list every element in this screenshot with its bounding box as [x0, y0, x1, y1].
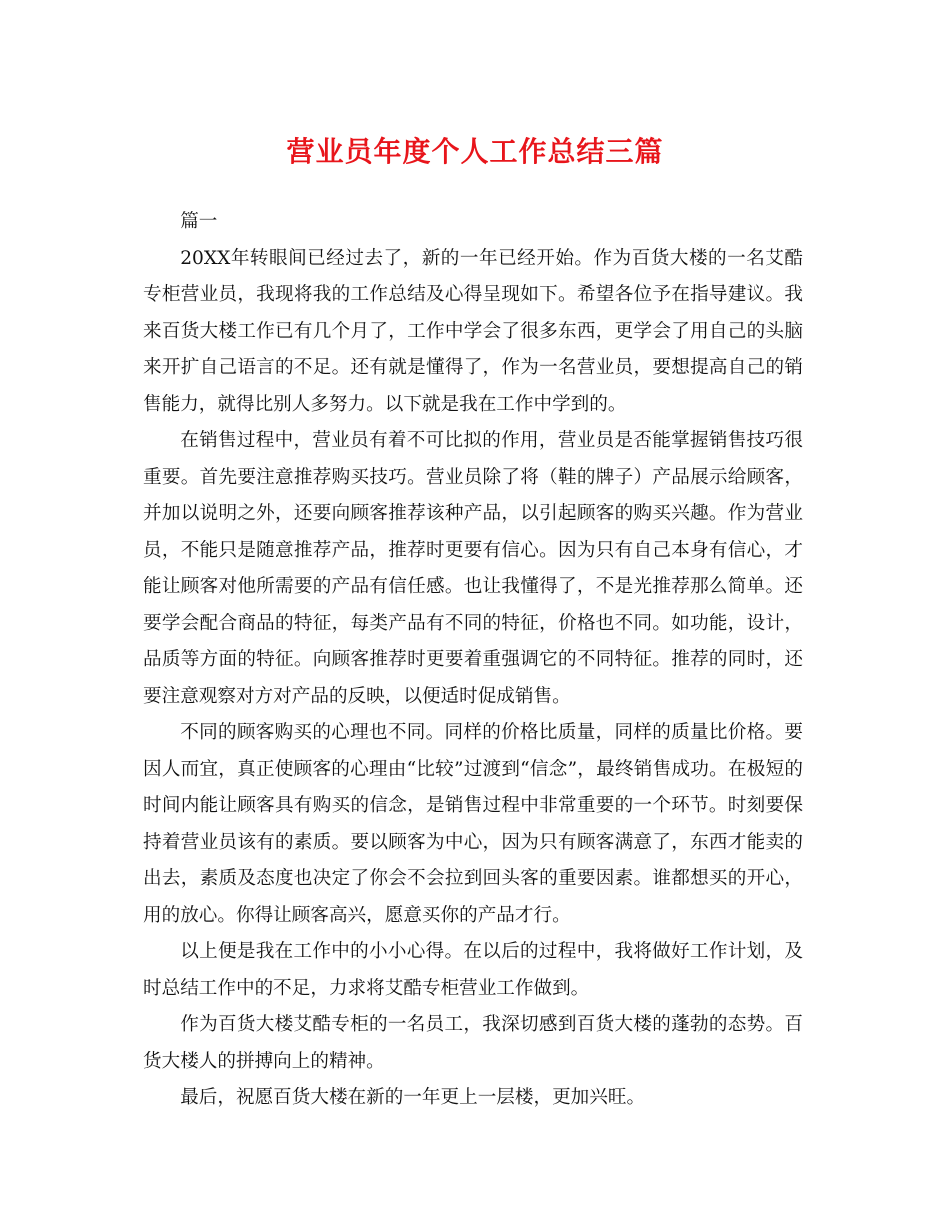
document-body [143, 204, 803, 1117]
section-label: 篇一 [180, 211, 218, 232]
paragraph-6: 最后，祝愿百货大楼在新的一年更上一层楼，更加兴旺。 [180, 1087, 646, 1108]
document-title: 营业员年度个人工作总结三篇 [286, 135, 664, 168]
paragraph-5: 作为百货大楼艾酷专柜的一名员工，我深切感到百货大楼的蓬勃的态势。百货大楼人的拼搏向上的精神。 [143, 1014, 803, 1072]
paragraph-3: 不同的顾客购买的心理也不同。同样的价格比质量，同样的质量比价格。要因人而宜，真正使顾客的心理由“比较”过渡到“信念”，最终销售成功。在极短的时间内能让顾客具有购买的信念，是销售过程中非常重要的一个环节。时刻要保持着营业员该有的素质。要以顾客为中心，因为只有顾客满意了，东西才能卖的出去，素质及态度也决定了你会不会拉到回头客的重要因素。谁都想买的开心，用的放心。你得让顾客高兴，愿意买你的产品才行。 [143, 722, 803, 926]
paragraph-4: 以上便是我在工作中的小小心得。在以后的过程中，我将做好工作计划，及时总结工作中的不足，力求将艾酷专柜营业工作做到。 [143, 941, 803, 999]
paragraph-1: 20XX年转眼间已经过去了，新的一年已经开始。作为百货大楼的一名艾酷专柜营业员，我现将我的工作总结及心得呈现如下。希望各位予在指导建议。我来百货大楼工作已有几个月了，工作中学会了很多东西，更学会了用自己的头脑来开扩自己语言的不足。还有就是懂得了，作为一名营业员，要想提高自己的销售能力，就得比别人多努力。以下就是我在工作中学到的。 [143, 247, 803, 415]
paragraph-2: 在销售过程中，营业员有着不可比拟的作用，营业员是否能掌握销售技巧很重要。首先要注意推荐购买技巧。营业员除了将（鞋的牌子）产品展示给顾客，并加以说明之外，还要向顾客推荐该种产品，以引起顾客的购买兴趣。作为营业员，不能只是随意推荐产品，推荐时更要有信心。因为只有自己本身有信心，才能让顾客对他所需要的产品有信任感。也让我懂得了，不是光推荐那么简单。还要学会配合商品的特征，每类产品有不同的特征，价格也不同。如功能，设计，品质等方面的特征。向顾客推荐时更要着重强调它的不同特征。推荐的同时，还要注意观察对方对产品的反映，以便适时促成销售。 [143, 430, 803, 707]
